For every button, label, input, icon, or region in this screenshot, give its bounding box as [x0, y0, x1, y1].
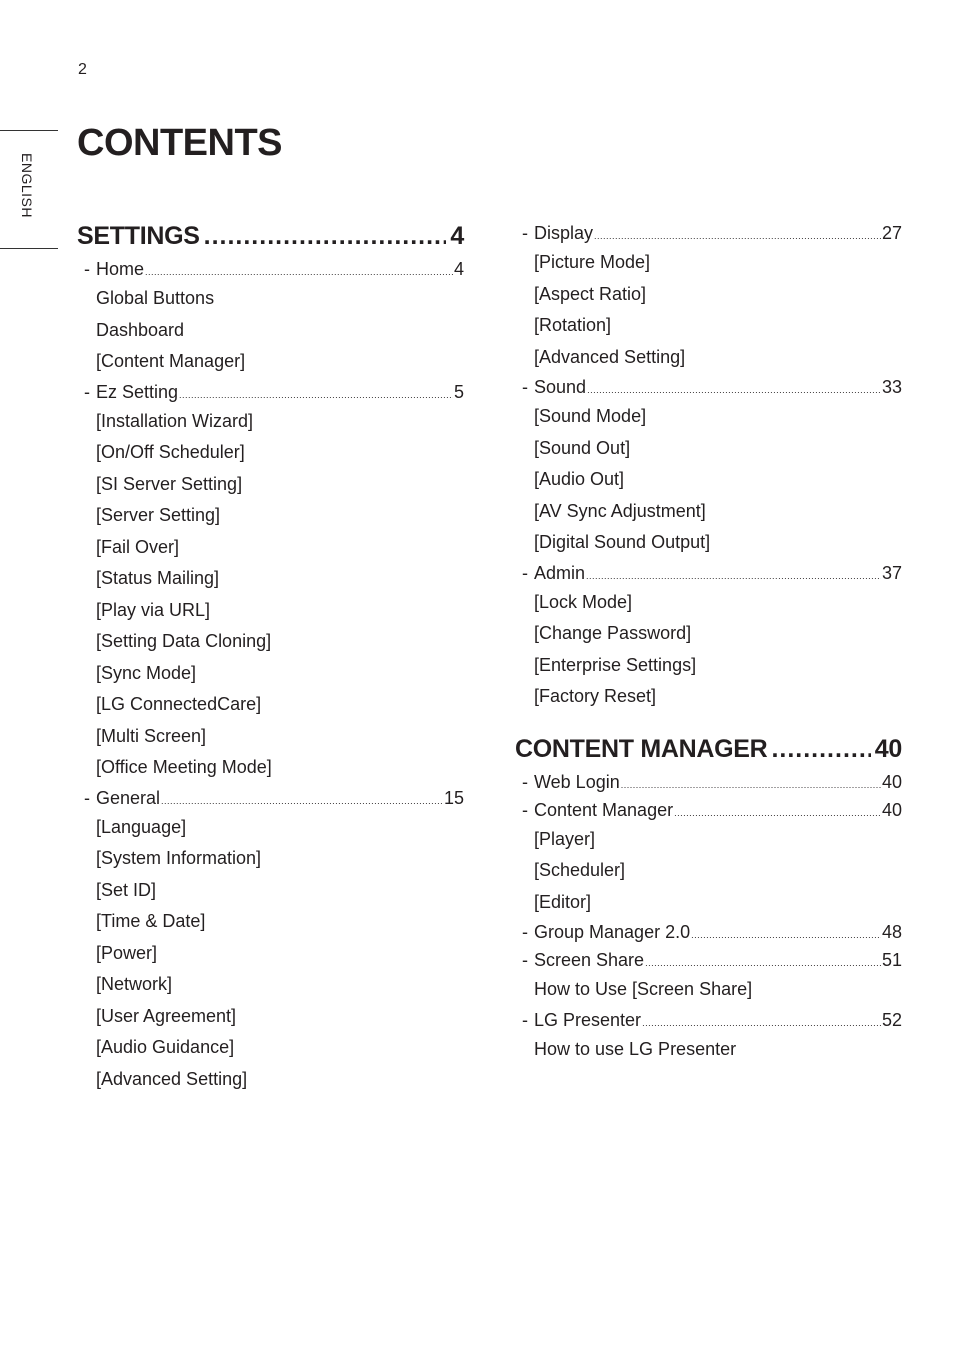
toc-subitem[interactable]: [Editor] [534, 891, 592, 912]
toc-subitem[interactable]: [Audio Out] [534, 469, 625, 489]
toc-subitem[interactable]: [Factory Reset] [534, 686, 657, 706]
toc-entry-lg-presenter[interactable]: - LG Presenter ..... 52 [515, 1006, 902, 1034]
toc-subitem[interactable]: [Picture Mode] [534, 252, 651, 272]
leader-dots [645, 949, 881, 977]
toc-subitem[interactable]: [Language] [96, 816, 187, 837]
toc-subitem[interactable]: How to Use [Screen Share] [534, 979, 753, 999]
section-page: 4 [450, 222, 464, 250]
entry-page: 51 [881, 950, 902, 970]
toc-subitem[interactable]: [Setting Data Cloning] [96, 631, 272, 651]
toc-subitem[interactable]: [User Agreement] [96, 1005, 237, 1026]
toc-entry-sound[interactable]: - Sound ..... 33 [515, 373, 902, 401]
toc-subitem[interactable]: [Play via URL] [96, 599, 211, 620]
entry-label: Screen Share [534, 950, 645, 970]
toc-entry-home[interactable]: - Home ..... 4 [77, 255, 464, 283]
entry-label: Display [534, 223, 594, 243]
toc-entry-group-manager[interactable]: - Group Manager 2.0 ..... 48 [515, 918, 902, 946]
toc-left-column [77, 221, 464, 1095]
entry-page: 40 [881, 771, 902, 792]
toc-subitem[interactable]: [Office Meeting Mode] [96, 757, 272, 777]
toc-subitem[interactable]: [Content Manager] [96, 351, 246, 371]
entry-page: 52 [881, 1009, 902, 1030]
leader-dots [642, 1009, 881, 1037]
entry-page: 37 [881, 562, 902, 583]
toc-subitem[interactable]: Dashboard [96, 319, 185, 340]
entry-label: Home [96, 259, 145, 279]
toc-subitem[interactable]: [Advanced Setting] [534, 346, 686, 367]
toc-entry-content-manager[interactable]: - Content Manager ..... 40 [515, 796, 902, 824]
toc-subitem[interactable]: [Scheduler] [534, 860, 626, 880]
toc-entry-screen-share[interactable]: - Screen Share ..... 51 [515, 946, 902, 974]
leader-dots [145, 258, 453, 286]
toc-right-column [515, 221, 902, 1065]
leader-dots [621, 771, 881, 799]
toc-subitem[interactable]: [Installation Wizard] [96, 410, 254, 431]
leader-dots [161, 787, 443, 815]
entry-label: Ez Setting [96, 381, 179, 402]
toc-subitem[interactable]: [Set ID] [96, 879, 157, 900]
toc-subitem[interactable]: [Change Password] [534, 623, 692, 643]
entry-page: 5 [453, 381, 464, 402]
page-number: 2 [78, 61, 87, 78]
toc-subitem[interactable]: [Fail Over] [96, 536, 180, 557]
toc-entry-web-login[interactable]: - Web Login ..... 40 [515, 768, 902, 796]
leader-dots [587, 376, 881, 404]
section-page: 40 [874, 734, 902, 763]
toc-subitem[interactable]: [Enterprise Settings] [534, 654, 697, 675]
leader-dots [586, 562, 881, 590]
toc-entry-general[interactable]: - General ..... 15 [77, 784, 464, 812]
toc-subitem[interactable]: [SI Server Setting] [96, 473, 243, 494]
toc-subitem[interactable]: [LG ConnectedCare] [96, 694, 262, 714]
entry-label: Content Manager [534, 799, 674, 820]
entry-page: 15 [443, 787, 464, 808]
entry-label: LG Presenter [534, 1009, 642, 1030]
toc-subitem[interactable]: [Sound Mode] [534, 406, 647, 426]
leader-dots [771, 734, 870, 764]
toc-subitem[interactable]: [System Information] [96, 848, 262, 868]
entry-label: Web Login [534, 771, 620, 792]
toc-subitem[interactable]: [Rotation] [534, 315, 612, 335]
toc-subitem[interactable]: [Digital Sound Output] [534, 532, 711, 552]
entry-label: General [96, 787, 161, 808]
entry-page: 4 [453, 259, 464, 279]
toc-subitem[interactable]: [On/Off Scheduler] [96, 442, 245, 462]
toc-subitem[interactable]: [Sync Mode] [96, 662, 197, 683]
entry-page: 33 [881, 377, 902, 397]
toc-subitem[interactable]: [Multi Screen] [96, 725, 207, 746]
toc-section-settings[interactable] [77, 221, 464, 251]
toc-subitem[interactable]: [Network] [96, 974, 173, 994]
toc-subitem[interactable]: [Status Mailing] [96, 568, 220, 588]
section-title: CONTENT MANAGER [515, 734, 768, 763]
entry-page: 48 [881, 922, 902, 942]
toc-section-content-manager[interactable] [515, 734, 902, 764]
toc-subitem[interactable]: [Player] [534, 828, 596, 849]
toc-subitem[interactable]: [AV Sync Adjustment] [534, 500, 706, 521]
toc-entry-admin[interactable]: - Admin ..... 37 [515, 559, 902, 587]
entry-label: Admin [534, 562, 586, 583]
leader-dots [594, 222, 881, 250]
page-title: CONTENTS [77, 122, 282, 164]
toc-entry-display[interactable]: - Display ..... 27 [515, 219, 902, 247]
language-label: ENGLISH [19, 153, 35, 218]
toc-subitem[interactable]: [Time & Date] [96, 911, 206, 931]
entry-label: Sound [534, 377, 587, 397]
toc-subitem[interactable]: [Audio Guidance] [96, 1037, 235, 1057]
leader-dots [691, 921, 881, 949]
leader-dots [179, 381, 453, 409]
leader-dots [204, 221, 447, 251]
leader-dots [674, 799, 881, 827]
toc-subitem[interactable]: [Sound Out] [534, 437, 631, 458]
toc-subitem[interactable]: [Advanced Setting] [96, 1068, 248, 1089]
entry-label: Group Manager 2.0 [534, 922, 691, 942]
toc-entry-ez-setting[interactable]: - Ez Setting ..... 5 [77, 378, 464, 406]
toc-subitem[interactable]: Global Buttons [96, 288, 215, 308]
toc-subitem[interactable]: [Lock Mode] [534, 591, 633, 612]
section-title: SETTINGS [77, 222, 200, 250]
toc-subitem[interactable]: [Server Setting] [96, 505, 221, 525]
entry-page: 27 [881, 223, 902, 243]
toc-subitem[interactable]: [Aspect Ratio] [534, 283, 647, 304]
entry-page: 40 [881, 799, 902, 820]
toc-subitem[interactable]: How to use LG Presenter [534, 1038, 737, 1059]
toc-subitem[interactable]: [Power] [96, 942, 158, 963]
